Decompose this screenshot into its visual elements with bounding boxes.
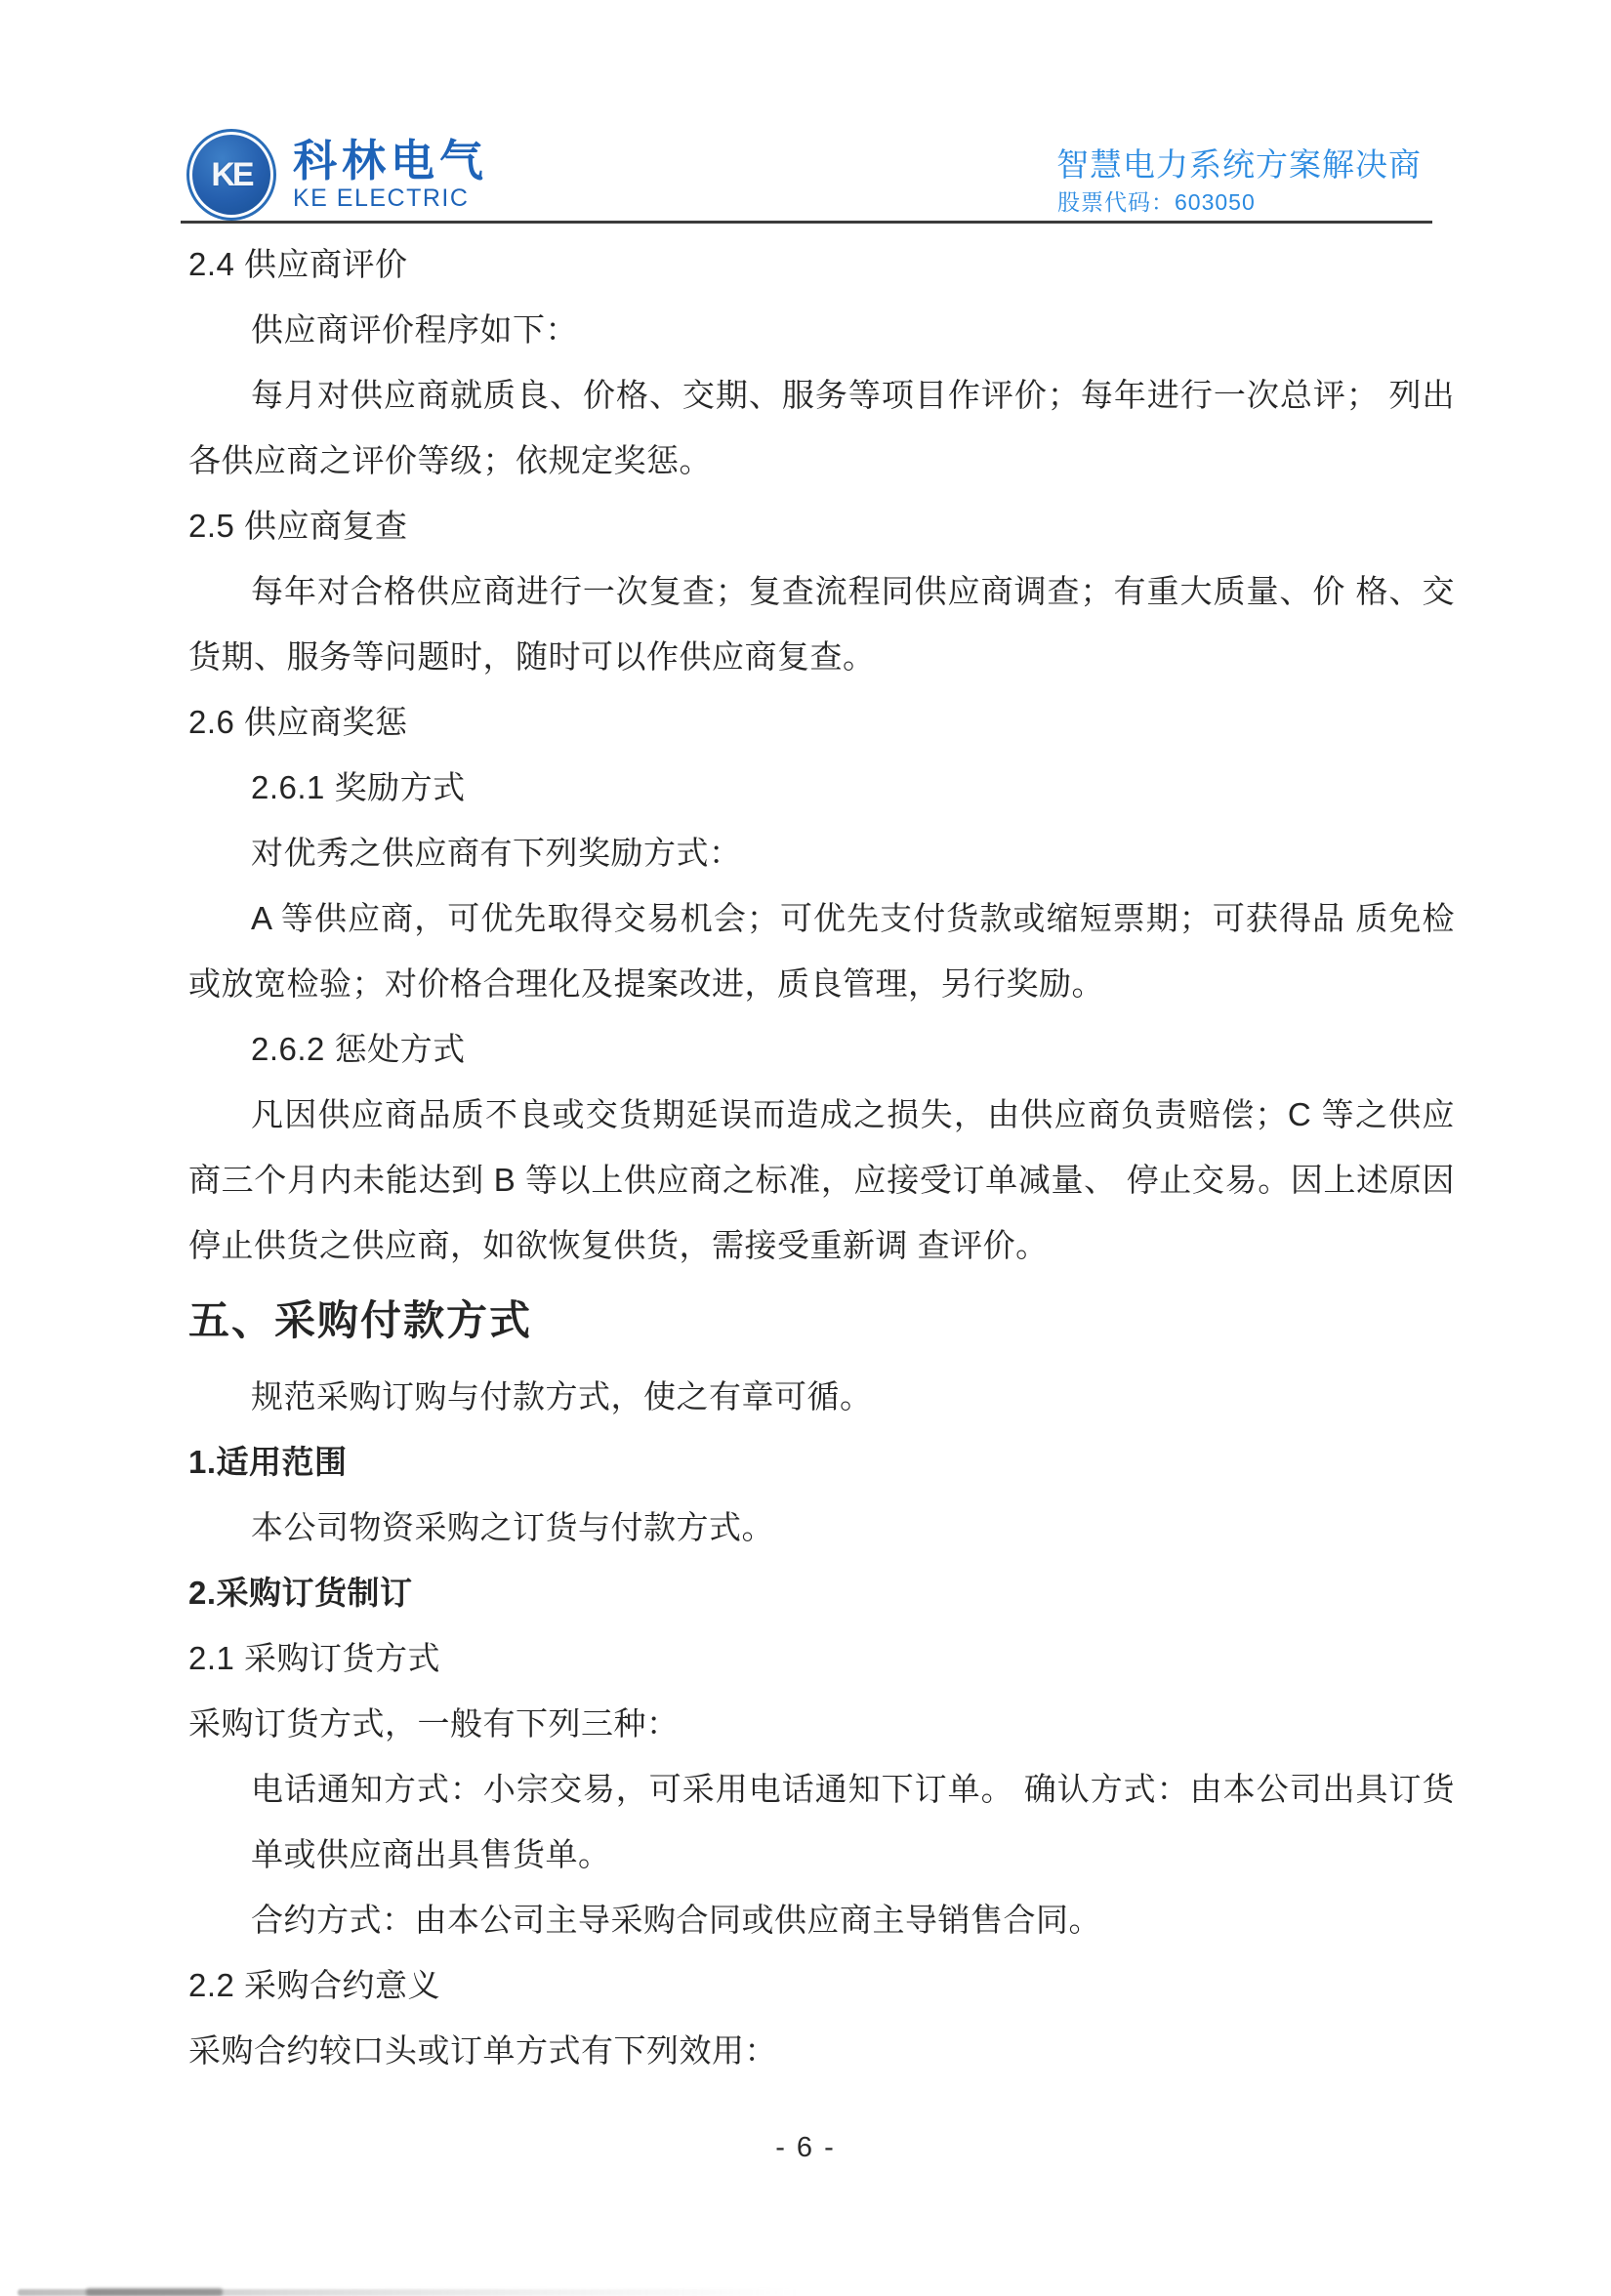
section-2-4-heading: 2.4 供应商评价 xyxy=(188,246,408,282)
paragraph-line: 本公司物资采购之订货与付款方式。 xyxy=(251,1509,774,1545)
section-2-1-heading: 2.1 采购订货方式 xyxy=(188,1640,441,1676)
section-2-6-2-heading: 2.6.2 惩处方式 xyxy=(251,1031,466,1067)
subsection-1-heading: 1.适用范围 xyxy=(188,1444,348,1480)
company-name-cn: 科林电气 xyxy=(293,136,489,185)
section-2-6-heading: 2.6 供应商奖惩 xyxy=(188,704,408,740)
document-body xyxy=(188,231,1455,2083)
chapter-5-heading: 五、采购付款方式 xyxy=(188,1297,533,1343)
header-tagline: 智慧电力系统方案解决商 xyxy=(1056,146,1422,183)
paragraph-line: 供应商评价程序如下： xyxy=(251,311,578,348)
company-logo xyxy=(186,129,488,221)
paragraph-line: 规范采购订购与付款方式，使之有章可循。 xyxy=(251,1378,873,1414)
paragraph-line: 单或供应商出具售货单。 xyxy=(251,1836,611,1872)
stock-code: 股票代码：603050 xyxy=(1057,189,1256,215)
scan-artifact-dark xyxy=(86,2288,223,2296)
paragraph-line: 电话通知方式：小宗交易，可采用电话通知下订单。 确认方式：由本公司出具订货 xyxy=(251,1771,1455,1807)
paragraph-line: A 等供应商，可优先取得交易机会；可优先支付货款或缩短票期；可获得品 质免检 xyxy=(251,900,1455,936)
subsection-2-heading: 2.采购订货制订 xyxy=(188,1575,413,1611)
page-number: - 6 - xyxy=(775,2132,836,2163)
paragraph-line: 对优秀之供应商有下列奖励方式： xyxy=(251,835,742,871)
company-name-en: KE ELECTRIC xyxy=(293,184,470,212)
paragraph-line: 采购合约较口头或订单方式有下列效用： xyxy=(188,2032,777,2069)
paragraph-line: 停止供货之供应商，如欲恢复供货，需接受重新调 查评价。 xyxy=(188,1227,1049,1263)
section-2-2-heading: 2.2 采购合约意义 xyxy=(188,1967,441,2003)
ke-logo-monogram: KE xyxy=(211,155,252,193)
paragraph-line: 或放宽检验；对价格合理化及提案改进，质良管理，另行奖励。 xyxy=(188,965,1104,1002)
logo-text-block xyxy=(293,129,488,212)
header-divider xyxy=(181,221,1432,224)
paragraph-line: 货期、服务等问题时，随时可以作供应商复查。 xyxy=(188,638,876,675)
paragraph-line: 商三个月内未能达到 B 等以上供应商之标准，应接受订单减量、 停止交易。因上述原因 xyxy=(188,1162,1455,1198)
paragraph-line: 各供应商之评价等级；依规定奖惩。 xyxy=(188,442,712,478)
ke-logo-disc xyxy=(192,135,270,215)
paragraph-line: 采购订货方式，一般有下列三种： xyxy=(188,1705,680,1742)
ke-logo-icon xyxy=(186,129,276,221)
paragraph-line: 每月对供应商就质良、价格、交期、服务等项目作评价；每年进行一次总评； 列出 xyxy=(251,377,1455,413)
paragraph-line: 合约方式：由本公司主导采购合同或供应商主导销售合同。 xyxy=(251,1902,1101,1938)
section-2-5-heading: 2.5 供应商复查 xyxy=(188,508,408,544)
paragraph-line: 每年对合格供应商进行一次复查；复查流程同供应商调查；有重大质量、价 格、交 xyxy=(251,573,1455,609)
section-2-6-1-heading: 2.6.1 奖励方式 xyxy=(251,769,466,805)
paragraph-line: 凡因供应商品质不良或交货期延误而造成之损失，由供应商负责赔偿；C 等之供应 xyxy=(251,1096,1455,1132)
